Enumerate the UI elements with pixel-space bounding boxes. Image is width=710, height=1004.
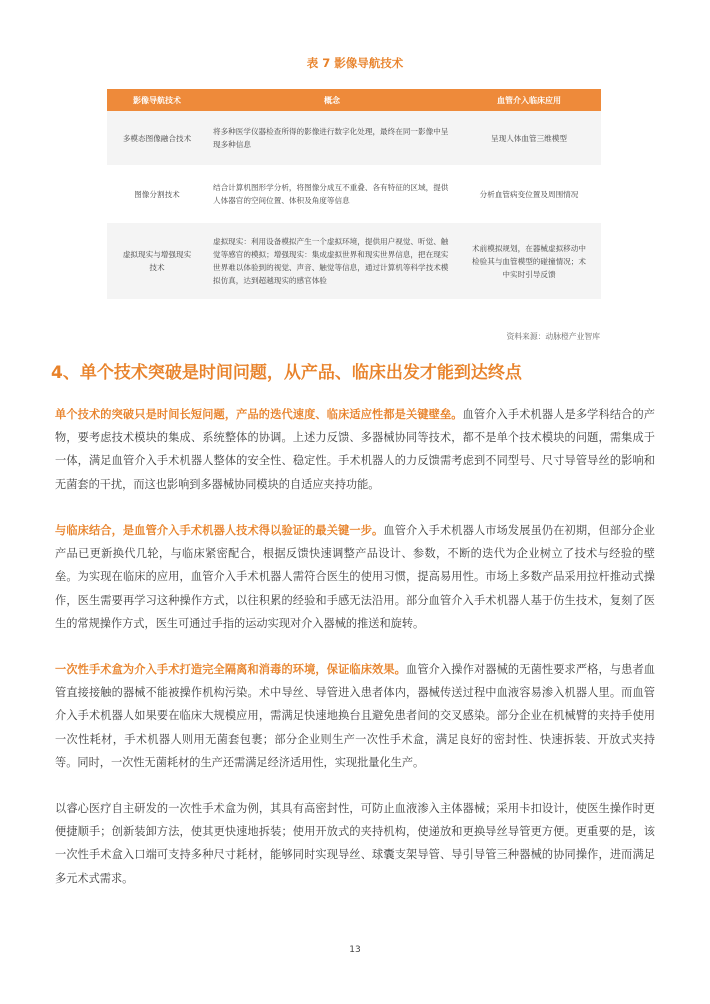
paragraph-highlight: 与临床结合，是血管介入手术机器人技术得以验证的最关键一步。 (55, 524, 384, 537)
table-source: 资料来源：动脉橙产业智库 (506, 332, 600, 341)
page-number: 13 (349, 945, 361, 955)
cell-application: 术前模拟规划，在器械虚拟移动中检验其与血管模型的碰撞情况；术中实时引导反馈 (457, 223, 601, 299)
table-row (107, 165, 601, 223)
cell-application: 分析血管病变位置及周围情况 (457, 165, 601, 223)
paragraph-text: 血管介入手术机器人是多学科结合的产物，要考虑技术模块的集成、系统整体的协调。上述力反馈、多器械协同等技术，都不是单个技术模块的问题，需集成于一体，满足血管介入手术机器人整体的安全性、稳定性。手术机器人的力反馈需考虑到不同型号、尺寸导管导丝的影响和无菌套的干扰，而这也影响到多器械协同模块的自适应夹持功能。 (55, 408, 655, 491)
table-header-row (107, 89, 601, 111)
cell-tech: 图像分割技术 (107, 165, 207, 223)
imaging-navigation-table (107, 89, 601, 299)
section-heading: 4、单个技术突破是时间问题，从产品、临床出发才能到达终点 (51, 363, 522, 383)
cell-concept: 结合计算机图形学分析，将图像分成互不重叠、各有特征的区域，提供人体器官的空间位置、体积及角度等信息 (207, 165, 457, 223)
paragraph (55, 519, 655, 635)
paragraph-text: 血管介入手术机器人市场发展虽仍在初期，但部分企业产品已更新换代几轮，与临床紧密配合，根据反馈快速调整产品设计、参数，不断的迭代为企业树立了技术与经验的壁垒。为实现在临床的应用，血管介入手术机器人需符合医生的使用习惯，提高易用性。市场上多数产品采用拉杆推动式操作，医生需要再学习这种操作方式，以往积累的经验和手感无法沿用。部分血管介入手术机器人基于仿生技术，复刻了医生的常规操作方式，医生可通过手指的运动实现对介入器械的推送和旋转。 (55, 524, 655, 630)
header-concept: 概念 (207, 89, 457, 111)
cell-concept: 将多种医学仪器检查所得的影像进行数字化处理，最终在同一影像中呈现多种信息 (207, 111, 457, 165)
table-row (107, 223, 601, 299)
cell-tech: 多模态图像融合技术 (107, 111, 207, 165)
paragraph-highlight: 一次性手术盒为介入手术打造完全隔离和消毒的环境，保证临床效果。 (55, 663, 407, 676)
paragraph-text: 血管介入操作对器械的无菌性要求严格，与患者血管直接接触的器械不能被操作机构污染。术中导丝、导管进入患者体内，器械传送过程中血液容易渗入机器人里。而血管介入手术机器人如果要在临床大规模应用，需满足快速地换台且避免患者间的交叉感染。部分企业在机械臂的夹持手使用一次性耗材，手术机器人则用无菌套包裹；部分企业则生产一次性手术盒，满足良好的密封性、快速拆装、开放式夹持等。同时，一次性无菌耗材的生产还需满足经济适用性，实现批量化生产。 (55, 663, 655, 769)
paragraph-text: 以睿心医疗自主研发的一次性手术盒为例，其具有高密封性，可防止血液渗入主体器械；采用卡扣设计，使医生操作时更便捷顺手；创新装卸方法，使其更快速地拆装；使用开放式的夹持机构，使递放和更换导丝导管更方便。更重要的是，该一次性手术盒入口端可支持多种尺寸耗材，能够同时实现导丝、球囊支架导管、导引导管三种器械的协同操作，进而满足多元术式需求。 (55, 802, 655, 885)
table-caption: 表 7 影像导航技术 (306, 56, 404, 70)
table-row (107, 111, 601, 165)
cell-tech: 虚拟现实与增强现实技术 (107, 223, 207, 299)
paragraph-highlight: 单个技术的突破只是时间长短问题，产品的迭代速度、临床适应性都是关键壁垒。 (55, 408, 463, 421)
cell-application: 呈现人体血管三维模型 (457, 111, 601, 165)
paragraph (55, 658, 655, 774)
paragraph (55, 797, 655, 890)
paragraph (55, 403, 655, 496)
header-application: 血管介入临床应用 (457, 89, 601, 111)
cell-concept: 虚拟现实：利用设备模拟产生一个虚拟环境，提供用户视觉、听觉、触觉等感官的模拟；增强现实：集成虚拟世界和现实世界信息，把在现实世界难以体验到的视觉、声音、触觉等信息，通过计算机等科学技术模拟仿真，达到超越现实的感官体验 (207, 223, 457, 299)
header-tech: 影像导航技术 (107, 89, 207, 111)
